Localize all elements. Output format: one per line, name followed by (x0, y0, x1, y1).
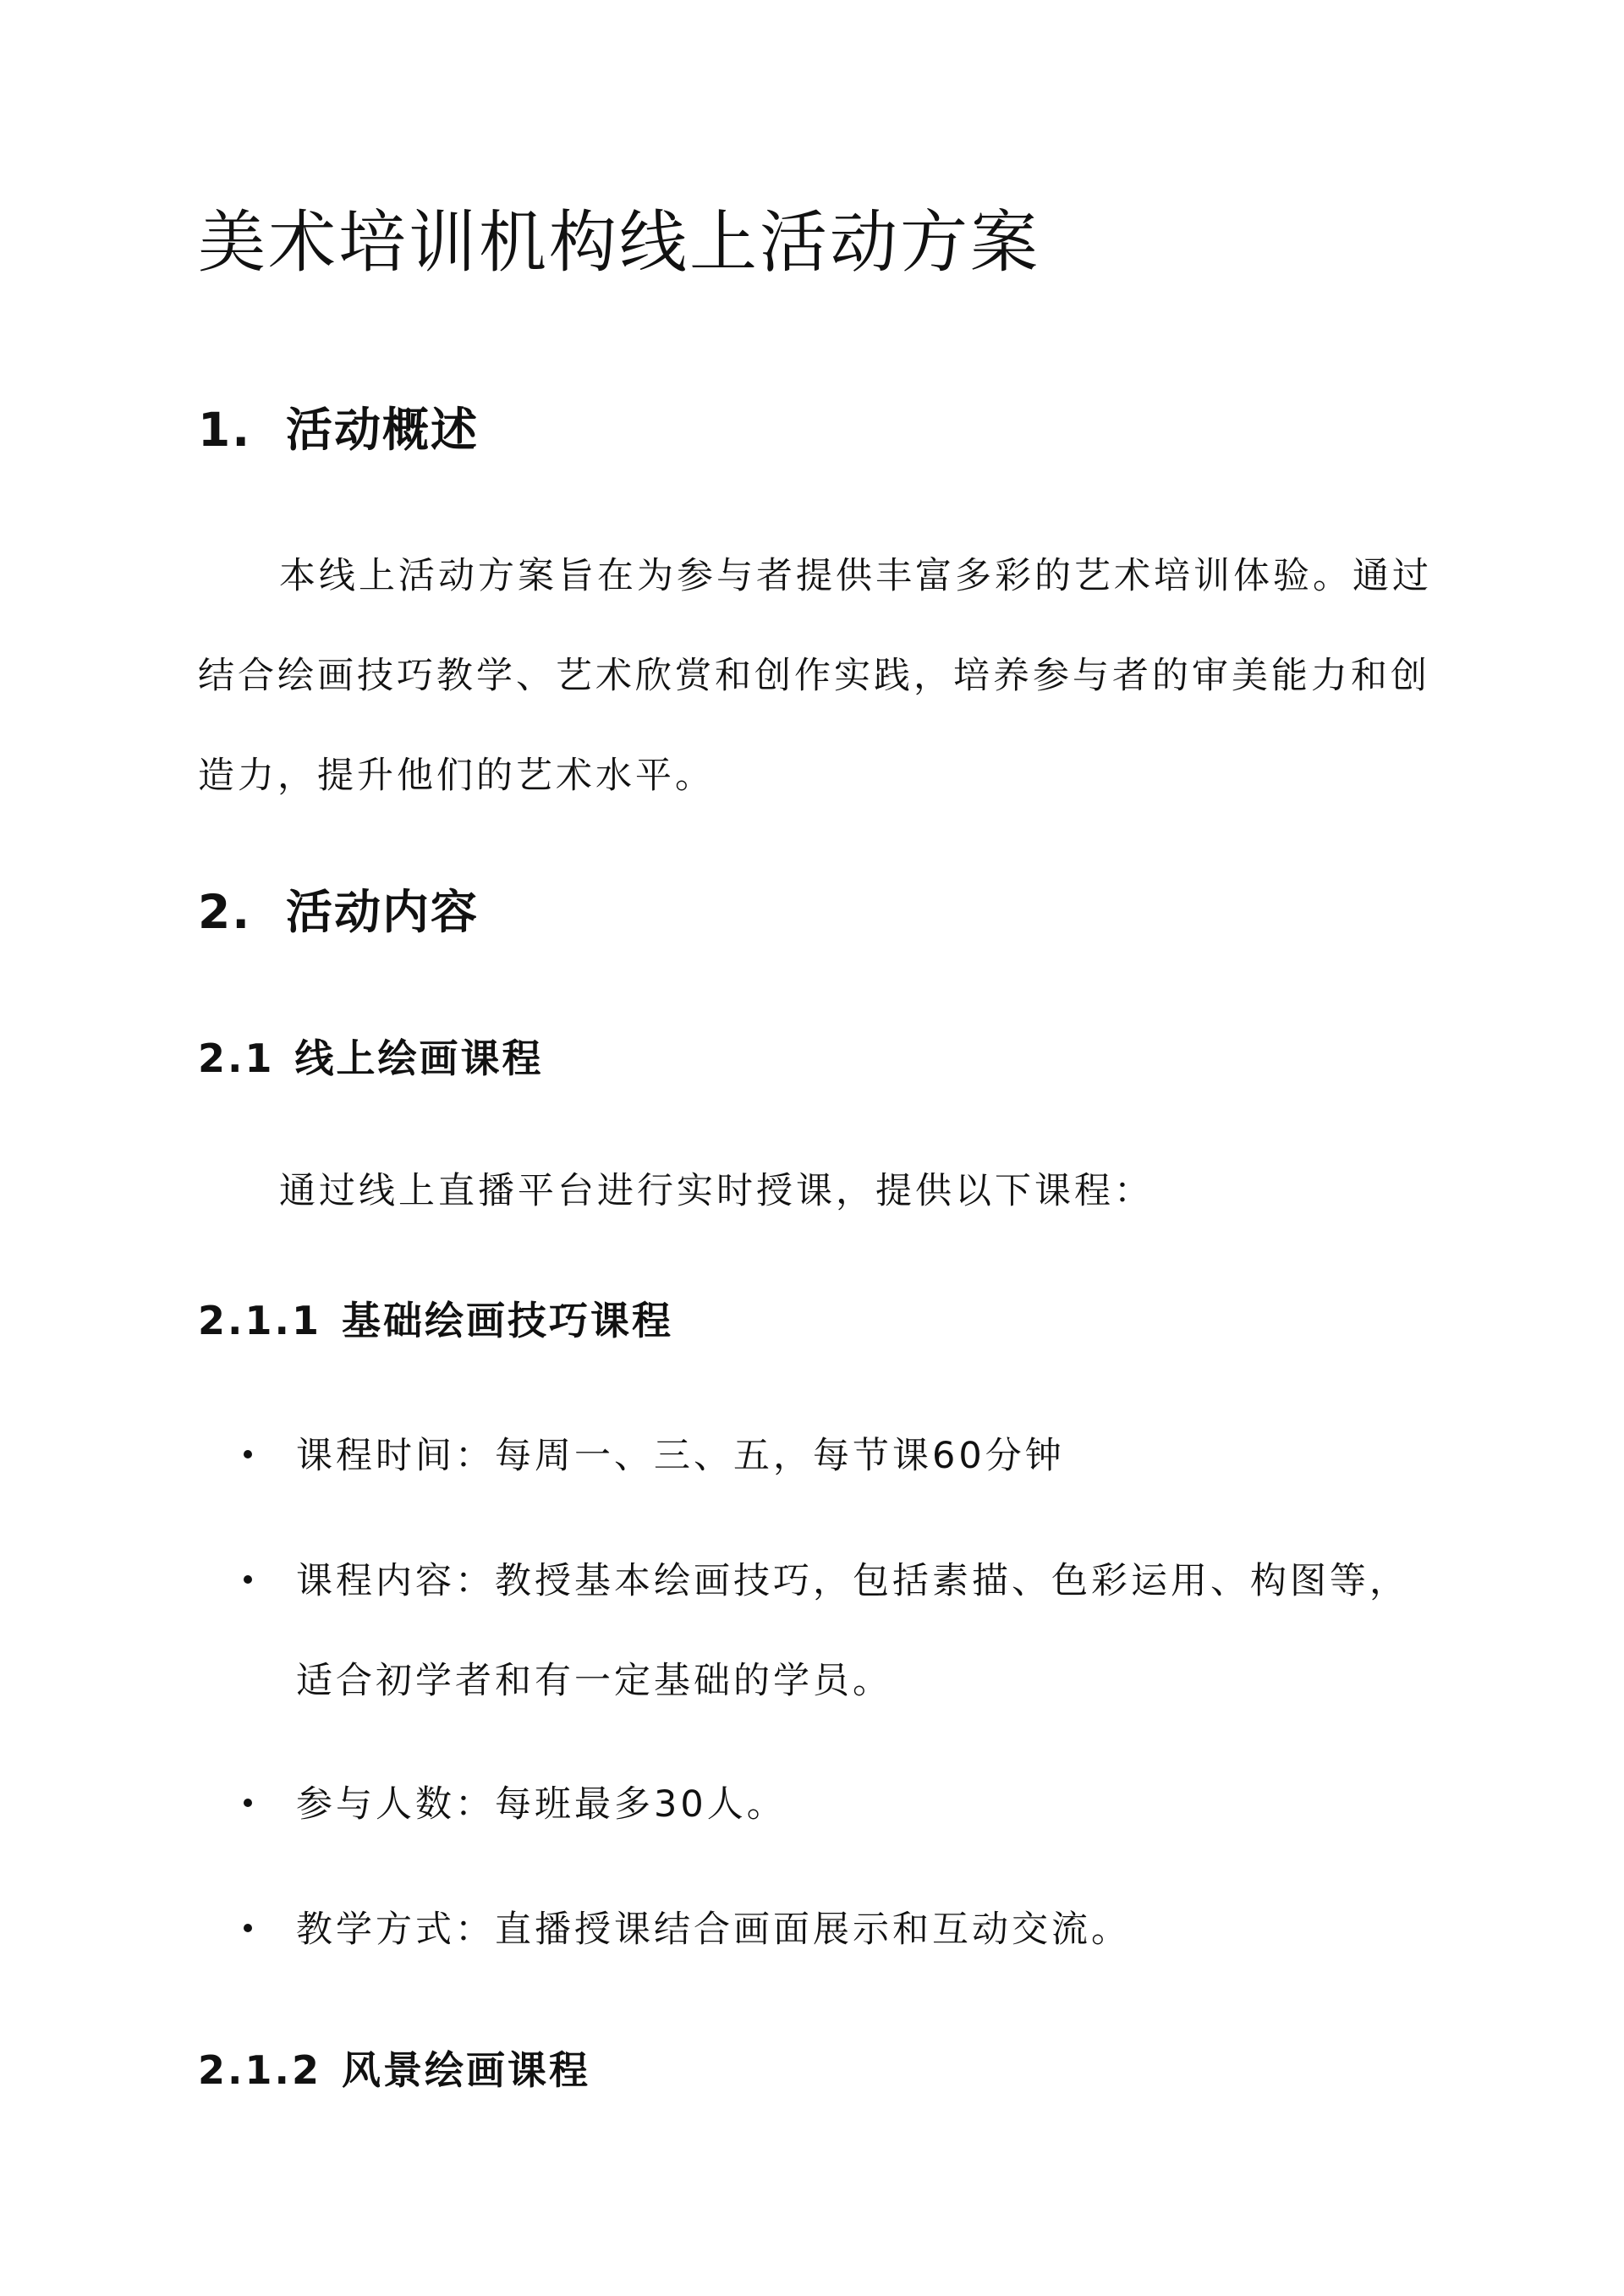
subsection-number: 2.1.1 (198, 1298, 321, 1343)
subsection-heading-online-painting (198, 1029, 544, 1088)
bullet-dot-icon (244, 1575, 252, 1584)
list-item-text: 课程时间：每周一、三、五，每节课60分钟 (296, 1435, 1065, 1477)
subsection-number: 2.1 (198, 1035, 275, 1081)
section-title: 活动概述 (286, 403, 480, 457)
section-heading-overview (198, 396, 479, 464)
list-item-text: 参与人数：每班最多30人。 (296, 1783, 787, 1826)
section-number: 2. (198, 885, 252, 939)
overview-paragraph: 本线上活动方案旨在为参与者提供丰富多彩的艺术培训体验。通过结合绘画技巧教学、艺术欣赏和创作实践，培养参与者的审美能力和创造力，提升他们的艺术水平。 (198, 555, 1432, 797)
section-heading-content (198, 878, 479, 946)
list-item-text: 教学方式：直播授课结合画面展示和互动交流。 (296, 1909, 1131, 1951)
list-item (244, 1531, 1445, 1731)
subsection-title: 线上绘画课程 (294, 1035, 544, 1081)
bullet-dot-icon (244, 1450, 252, 1458)
bullet-dot-icon (244, 1924, 252, 1932)
subsection-heading-landscape (198, 2041, 590, 2100)
section-title: 活动内容 (286, 885, 480, 939)
list-item-text: 课程内容：教授基本绘画技巧，包括素描、色彩运用、构图等，适合初学者和有一定基础的学员。 (296, 1560, 1409, 1702)
bullet-dot-icon (244, 1799, 252, 1807)
online-painting-paragraph: 通过线上直播平台进行实时授课，提供以下课程： (279, 1170, 1154, 1212)
subsection-heading-basic-skills (198, 1291, 673, 1350)
document-title: 美术培训机构线上活动方案 (198, 203, 1040, 282)
section-number: 1. (198, 403, 252, 457)
list-item (244, 1755, 1445, 1854)
subsection-title: 风景绘画课程 (341, 2047, 590, 2093)
list-item (244, 1880, 1445, 1980)
subsection-title: 基础绘画技巧课程 (341, 1298, 673, 1343)
list-item (244, 1406, 1445, 1506)
subsection-number: 2.1.2 (198, 2047, 321, 2093)
